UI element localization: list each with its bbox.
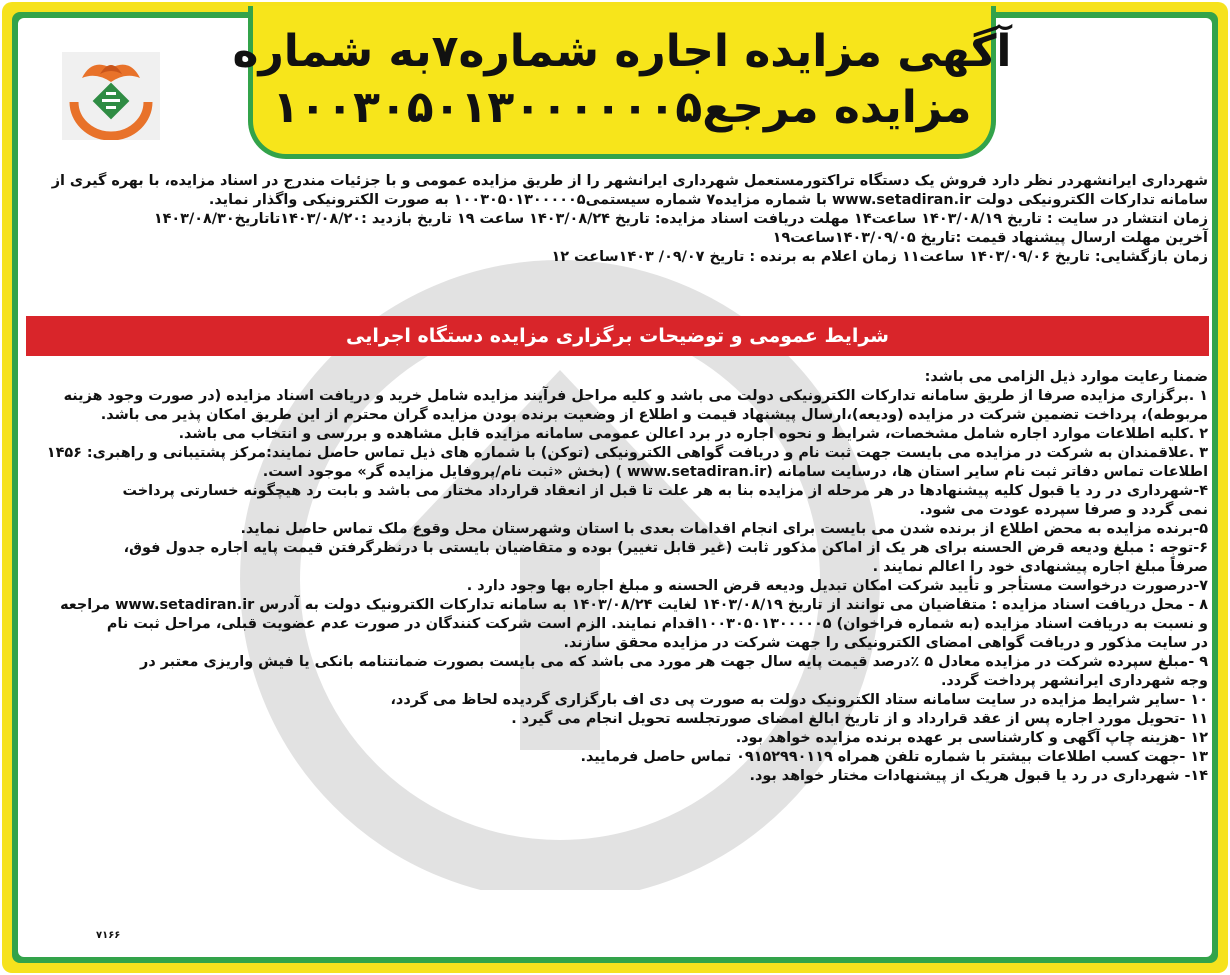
term-4b: نمی گردد و صرفا سپرده عودت می شود.: [919, 502, 1208, 518]
intro-line-3: زمان انتشار در سایت : تاریخ ۱۴۰۳/۰۸/۱۹ ساعت۱۴ مهلت دریافت اسناد مزایده: تاریخ ۱۴۰۳/۰۸/۲۴ ساعت ۱۹ تاریخ بازدید :۱۴۰۳/۰۸/۲۰تاتاریخ۱۴۰۳/۰۸/۳۰: [153, 211, 1208, 227]
intro-section: [28, 172, 1208, 267]
term-13: ۱۳ -جهت کسب اطلاعات بیشتر با شماره تلفن همراه ۰۹۱۵۲۹۹۰۱۱۹ تماس حاصل فرمایید.: [580, 749, 1208, 765]
term-4a: ۴-شهرداری در رد یا قبول کلیه پیشنهادها در هر مرحله از مزایده بنا به هر علت تا قبل از انعقاد قرارداد مختار می باشد و بابت رد هیچگونه خسارتی پرداخت: [122, 483, 1208, 499]
terms-intro: ضمنا رعایت موارد ذیل الزامی می باشد:: [924, 369, 1208, 385]
title-line-2: مزایده مرجع۱۰۰۳۰۵۰۱۳۰۰۰۰۰۰۵: [272, 82, 972, 133]
term-6b: صرفاً مبلغ اجاره پیشنهادی خود را اعالم نمایند .: [872, 559, 1208, 575]
municipality-logo: [62, 52, 160, 140]
term-12: ۱۲ -هزینه چاپ آگهی و کارشناسی بر عهده برنده مزایده خواهد بود.: [735, 730, 1208, 746]
term-8c: در سایت مذکور و دریافت گواهی امضای الکترونیکی را جهت شرکت در مزایده محقق سازند.: [563, 635, 1208, 651]
term-2: ۲ .کلیه اطلاعات موارد اجاره شامل مشخصات، شرایط و نحوه اجاره در برد اعالن عمومی سامانه مزایده قابل مشاهده و بررسی و انتخاب می باشد.: [178, 426, 1208, 442]
title-banner: [232, 6, 1012, 159]
term-3a: ۳ .علاقمندان به شرکت در مزایده می بایست جهت ثبت نام و دریافت گواهی الکترونیکی (توکن) با شماره های ذیل تماس حاصل نمایند:مرکز پشتیبانی و راهبری: ۱۴۵۶: [46, 445, 1208, 461]
term-8a: ۸ - محل دریافت اسناد مزایده : متقاضیان می توانند از تاریخ ۱۴۰۳/۰۸/۱۹ لغایت ۱۴۰۳/۰۸/۲۴ به سامانه تدارکات الکترونیک دولت به آدرس www.setadiran.ir مراجعه: [60, 597, 1208, 613]
term-3b: اطلاعات تماس دفاتر ثبت نام سایر استان ها، درسایت سامانه (www.setadiran.ir ) (بخش «ثبت نام/پروفایل مزایده گر» موجود است.: [262, 464, 1208, 480]
term-6a: ۶-توجه : مبلغ ودیعه قرض الحسنه برای هر یک از اماکن مذکور ثابت (غیر قابل تغییر) بوده و متقاضیان بایستی با درنظرگرفتن قیمت پایه اجاره جدول فوق،: [123, 540, 1208, 556]
intro-line-2: سامانه تدارکات الکترونیکی دولت www.setadiran.ir با شماره مزایده۷ شماره سیستمی۱۰۰۳۰۵۰۱۳۰۰۰۰۰۵ به صورت الکترونیکی واگذار نماید.: [208, 192, 1208, 208]
term-14: ۱۴- شهرداری در رد یا قبول هریک از پیشنهادات مختار خواهد بود.: [749, 768, 1208, 784]
term-1a: ۱ .برگزاری مزایده صرفا از طریق سامانه تدارکات الکترونیکی دولت می باشد و کلیه مراحل فرآیند مزایده شامل خرید و دریافت اسناد مزایده (در صورت وجود هزینه: [63, 388, 1208, 404]
title-line-1: آگهی مزایده اجاره شماره۷به شماره: [232, 26, 1012, 77]
ad-code: ۷۱۶۶: [96, 930, 121, 941]
term-5: ۵-برنده مزایده به محض اطلاع از برنده شدن می بایست برای انجام اقدامات بعدی با استان وشهرستان محل وقوع ملک تماس حاصل نماید.: [240, 521, 1208, 537]
term-9a: ۹ -مبلغ سپرده شرکت در مزایده معادل ۵ ٪درصد قیمت پایه سال جهت هر مورد می باشد که می بایست بصورت ضمانتنامه بانکی یا فیش واریزی معتبر در: [140, 654, 1208, 670]
term-8b: و نسبت به دریافت اسناد مزایده (به شماره فراخوان) ۱۰۰۳۰۵۰۱۳۰۰۰۰۰۵اقدام نمایند. الزم است شرکت کنندگان در صورت عدم عضویت قبلی، مراحل ثبت نام: [106, 616, 1208, 632]
term-7: ۷-درصورت درخواست مستأجر و تأیید شرکت امکان تبدیل ودیعه قرض الحسنه و مبلغ اجاره بها وجود دارد .: [466, 578, 1208, 594]
intro-line-4: آخرین مهلت ارسال پیشنهاد قیمت :تاریخ ۱۴۰۳/۰۹/۰۵ساعت۱۹: [772, 230, 1208, 246]
section-title-bar: [26, 316, 1209, 356]
term-9b: وجه شهرداری ایرانشهر پرداخت گردد.: [940, 673, 1208, 689]
intro-line-5: زمان بازگشایی: تاریخ ۱۴۰۳/۰۹/۰۶ ساعت۱۱ زمان اعلام به برنده : تاریخ ۰۹/۰۷/ ۱۴۰۳ساعت ۱۲: [551, 249, 1208, 265]
terms-list: [28, 368, 1208, 786]
section-title: شرایط عمومی و توضیحات برگزاری مزایده دستگاه اجرایی: [346, 325, 889, 347]
intro-line-1: شهرداری ایرانشهردر نظر دارد فروش یک دستگاه تراکتورمستعمل شهرداری ایرانشهر را از طریق مزایده عمومی و با جزئیات مندرج در اسناد مزایده، با بهره گیری از: [51, 173, 1208, 189]
term-1b: مربوطه)، پرداخت تضمین شرکت در مزایده (ودیعه)،ارسال پیشنهاد قیمت و اطلاع از وضعیت برنده بودن مزایده گران محترم از این طریق امکان پذیر می باشد.: [100, 407, 1208, 423]
term-10: ۱۰ -سایر شرایط مزایده در سایت سامانه ستاد الکترونیک دولت به صورت پی دی اف بارگزاری گردیده لحاظ می گردد،: [390, 692, 1208, 708]
term-11: ۱۱ -تحویل مورد اجاره پس از عقد قرارداد و از تاریخ ابالغ امضای صورتجلسه تحویل انجام می گیرد .: [511, 711, 1208, 727]
